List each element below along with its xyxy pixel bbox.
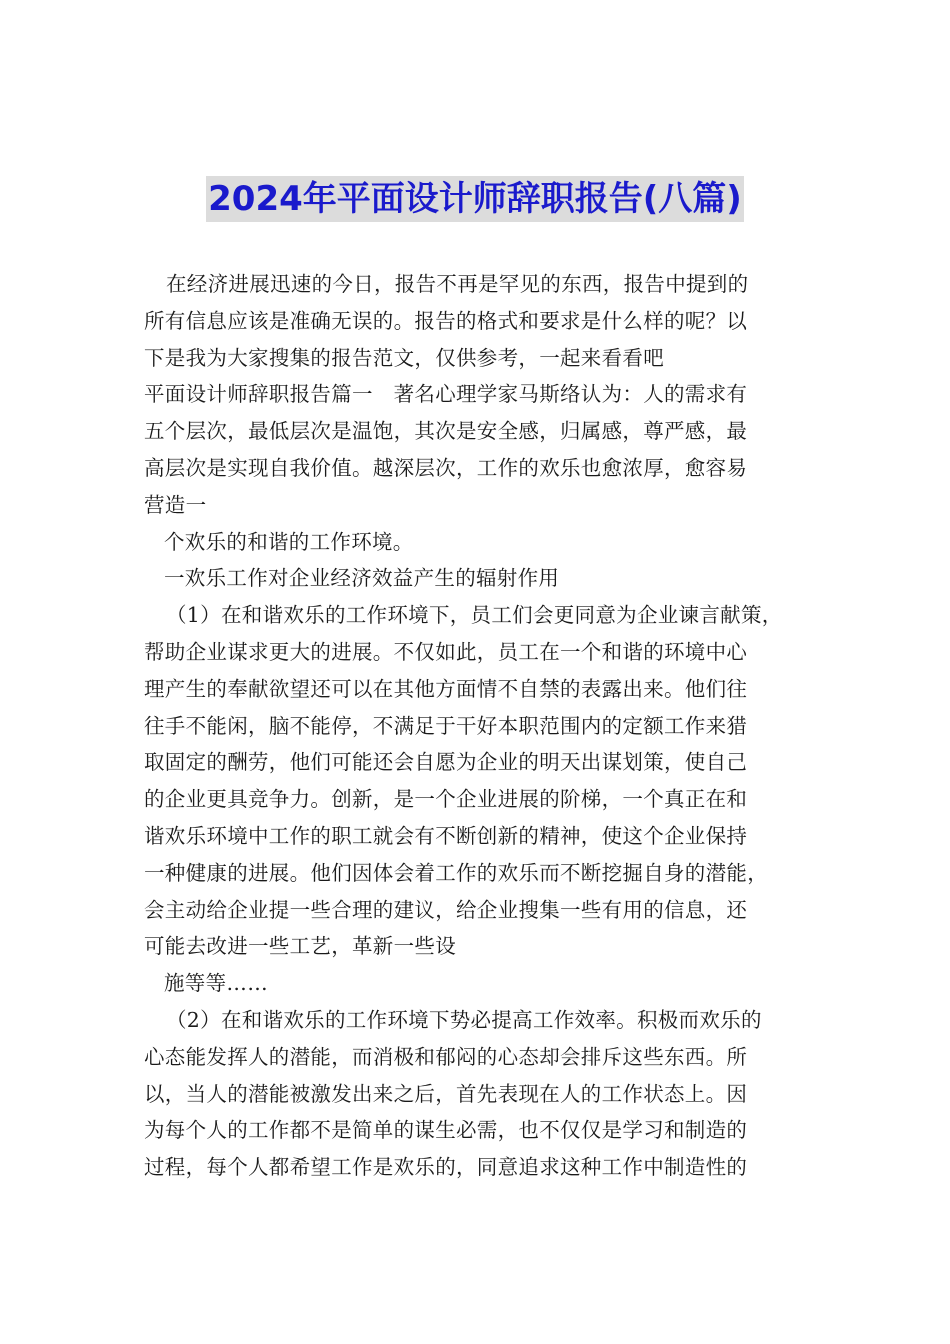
- paragraph-line: 会主动给企业提一些合理的建议，给企业搜集一些有用的信息，还: [144, 897, 748, 922]
- paragraph-line: 为每个人的工作都不是简单的谋生必需，也不仅仅是学习和制造的: [144, 1118, 748, 1143]
- paragraph-line: 营造一: [144, 492, 207, 517]
- document-title: 2024年平面设计师辞职报告(八篇): [206, 176, 744, 222]
- paragraph-line: 五个层次，最低层次是温饱，其次是安全感，归属感，尊严感，最: [144, 419, 748, 444]
- document-body: [144, 266, 816, 1186]
- paragraph-line: （1）在和谐欢乐的工作环境下，员工们会更同意为企业谏言献策，: [166, 603, 783, 628]
- paragraph-line: 谐欢乐环境中工作的职工就会有不断创新的精神，使这个企业保持: [144, 823, 748, 848]
- paragraph-line: 往手不能闲，脑不能停，不满足于干好本职范围内的定额工作来猎: [144, 713, 748, 738]
- paragraph-line: 帮助企业谋求更大的进展。不仅如此，员工在一个和谐的环境中心: [144, 639, 748, 664]
- paragraph-line: （2）在和谐欢乐的工作环境下势必提高工作效率。积极而欢乐的: [166, 1007, 762, 1032]
- paragraph-line: 施等等……: [164, 971, 268, 996]
- paragraph-line: 心态能发挥人的潜能，而消极和郁闷的心态却会排斥这些东西。所: [144, 1044, 748, 1069]
- paragraph-line: 平面设计师辞职报告篇一 著名心理学家马斯络认为：人的需求有: [144, 382, 748, 407]
- paragraph-line: 的企业更具竞争力。创新，是一个企业进展的阶梯，一个真正在和: [144, 787, 748, 812]
- paragraph-line: 一欢乐工作对企业经济效益产生的辐射作用: [164, 566, 560, 591]
- paragraph-line: 可能去改进一些工艺，革新一些设: [144, 934, 456, 959]
- title-container: [0, 176, 950, 222]
- paragraph-line: 一种健康的进展。他们因体会着工作的欢乐而不断挖掘自身的潜能，: [144, 860, 768, 885]
- paragraph-line: 在经济进展迅速的今日，报告不再是罕见的东西，报告中提到的: [166, 272, 749, 296]
- paragraph-line: 理产生的奉献欲望还可以在其他方面情不自禁的表露出来。他们往: [144, 676, 748, 701]
- paragraph-line: 过程，每个人都希望工作是欢乐的，同意追求这种工作中制造性的: [144, 1155, 748, 1180]
- paragraph-line: 取固定的酬劳，他们可能还会自愿为企业的明天出谋划策，使自己: [144, 750, 748, 775]
- paragraph-line: 下是我为大家搜集的报告范文，仅供参考，一起来看看吧: [144, 345, 664, 370]
- paragraph-line: 以，当人的潜能被激发出来之后，首先表现在人的工作状态上。因: [144, 1081, 748, 1106]
- paragraph-line: 高层次是实现自我价值。越深层次，工作的欢乐也愈浓厚，愈容易: [144, 455, 748, 480]
- paragraph-line: 个欢乐的和谐的工作环境。: [164, 529, 414, 554]
- paragraph-line: 所有信息应该是准确无误的。报告的格式和要求是什么样的呢？以: [144, 308, 748, 333]
